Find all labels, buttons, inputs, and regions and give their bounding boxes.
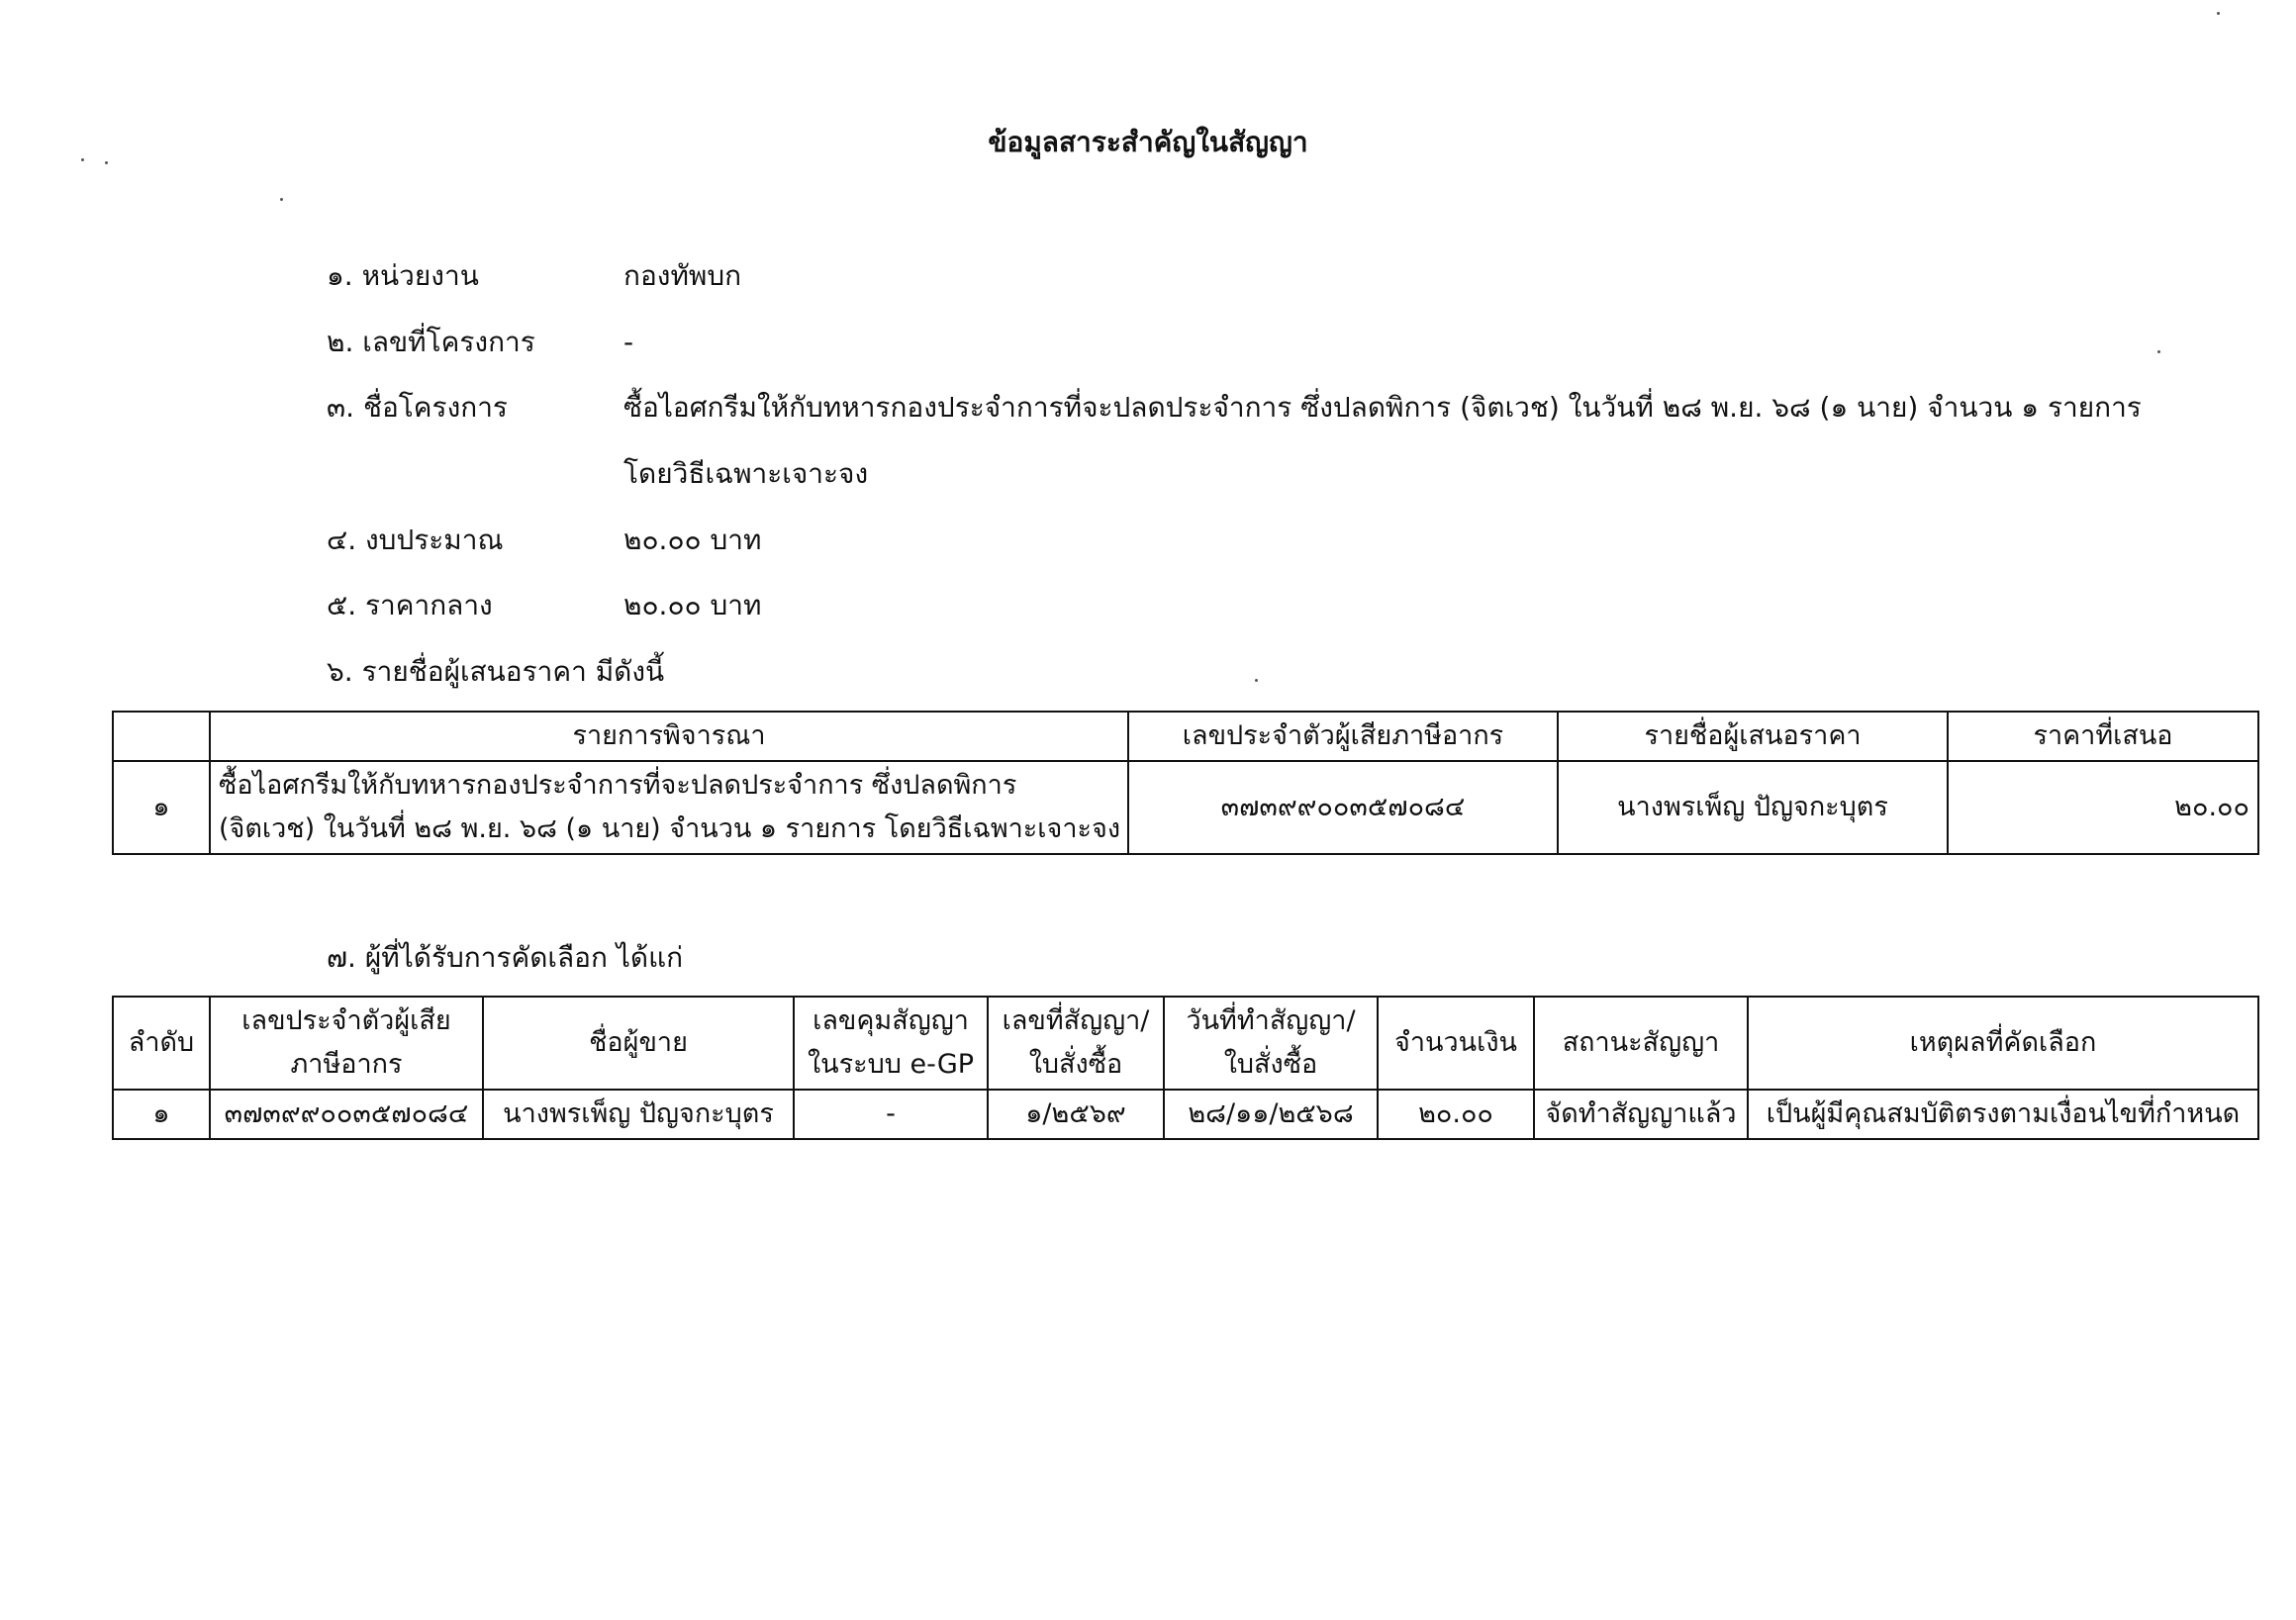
winner-header-status: สถานะสัญญา [1534, 997, 1748, 1090]
winner-table-header-row [113, 997, 2258, 1090]
field-value: - [623, 326, 634, 358]
winner-header-egp-line1: เลขคุมสัญญา [813, 1005, 969, 1036]
winner-header-tax-id-line2: ภาษีอากร [290, 1049, 403, 1080]
table-row [113, 761, 2258, 854]
winner-header-amount: จำนวนเงิน [1378, 997, 1534, 1090]
winner-header-tax-id [210, 997, 483, 1090]
winner-cell-date: ๒๘/๑๑/๒๕๖๘ [1164, 1090, 1378, 1139]
bids-header-tax-id: เลขประจำตัวผู้เสียภาษีอากร [1128, 712, 1558, 761]
field-project-name-line2 [623, 454, 868, 494]
field-value: ซื้อไอศกรีมให้กับทหารกองประจำการที่จะปลดประจำการ ซึ่งปลดพิการ (จิตเวช) ในวันที่ ๒๘ พ.ย. ๖๘ (๑ นาย) จำนวน ๑ รายการ [623, 391, 2142, 424]
winner-header-egp [794, 997, 988, 1090]
winner-cell-seller: นางพรเพ็ญ ปัญจกะบุตร [483, 1090, 794, 1139]
winner-heading: ๗. ผู้ที่ได้รับการคัดเลือก ได้แก่ [327, 941, 684, 974]
winner-header-contract-no [988, 997, 1164, 1090]
bids-header-bidder: รายชื่อผู้เสนอราคา [1558, 712, 1948, 761]
winner-cell-tax-id: ๓๗๓๙๙๐๐๓๕๗๐๘๔ [210, 1090, 483, 1139]
field-label: ๕. ราคากลาง [327, 589, 493, 621]
bids-cell-item [210, 761, 1128, 854]
field-label: ๑. หน่วยงาน [327, 259, 479, 292]
bids-table-header-row [113, 712, 2258, 761]
winner-cell-status: จัดทำสัญญาแล้ว [1534, 1090, 1748, 1139]
bids-cell-tax-id: ๓๗๓๙๙๐๐๓๕๗๐๘๔ [1128, 761, 1558, 854]
bids-table [112, 711, 2259, 855]
field-label: ๒. เลขที่โครงการ [327, 326, 535, 358]
winner-header-egp-line2: ในระบบ e-GP [807, 1049, 975, 1080]
winner-header-date-line2: ใบสั่งซื้อ [1223, 1049, 1318, 1080]
field-value: กองทัพบก [623, 259, 742, 292]
bids-header-price: ราคาที่เสนอ [1948, 712, 2258, 761]
bids-header-no [113, 712, 210, 761]
bids-item-line2: (จิตเวช) ในวันที่ ๒๘ พ.ย. ๖๘ (๑ นาย) จำนวน ๑ รายการ โดยวิธีเฉพาะเจาะจง [219, 813, 1121, 844]
bids-cell-bidder: นางพรเพ็ญ ปัญจกะบุตร [1558, 761, 1948, 854]
document-title: ข้อมูลสาระสำคัญในสัญญา [988, 126, 1308, 158]
scan-speck [280, 198, 283, 201]
winner-cell-egp: - [794, 1090, 988, 1139]
bidders-heading: ๖. รายชื่อผู้เสนอราคา มีดังนี้ [327, 655, 665, 688]
winner-cell-amount: ๒๐.๐๐ [1378, 1090, 1534, 1139]
winner-cell-reason: เป็นผู้มีคุณสมบัติตรงตามเงื่อนไขที่กำหนด [1748, 1090, 2258, 1139]
winner-table [112, 996, 2259, 1140]
scan-speck [2217, 12, 2220, 15]
bids-item-line1: ซื้อไอศกรีมให้กับทหารกองประจำการที่จะปลดประจำการ ซึ่งปลดพิการ [219, 770, 1017, 801]
winner-header-reason: เหตุผลที่คัดเลือก [1748, 997, 2258, 1090]
bids-cell-no: ๑ [113, 761, 210, 854]
field-value: ๒๐.๐๐ บาท [623, 524, 762, 556]
winner-cell-no: ๑ [113, 1090, 210, 1139]
winner-header-seller: ชื่อผู้ขาย [483, 997, 794, 1090]
winner-header-contract-no-line2: ใบสั่งซื้อ [1028, 1049, 1123, 1080]
field-value-continued: โดยวิธีเฉพาะเจาะจง [623, 457, 869, 490]
field-label: ๔. งบประมาณ [327, 524, 504, 556]
winner-header-date [1164, 997, 1378, 1090]
winner-header-contract-no-line1: เลขที่สัญญา/ [1002, 1005, 1150, 1036]
field-value: ๒๐.๐๐ บาท [623, 589, 762, 621]
bids-header-item: รายการพิจารณา [210, 712, 1128, 761]
scan-speck [1255, 679, 1258, 682]
winner-header-date-line1: วันที่ทำสัญญา/ [1186, 1005, 1356, 1036]
bids-cell-price: ๒๐.๐๐ [1948, 761, 2258, 854]
field-label: ๓. ชื่อโครงการ [327, 391, 508, 424]
table-row [113, 1090, 2258, 1139]
winner-header-no: ลำดับ [113, 997, 210, 1090]
scan-speck [2157, 350, 2160, 353]
winner-cell-contract-no: ๑/๒๕๖๙ [988, 1090, 1164, 1139]
winner-header-tax-id-line1: เลขประจำตัวผู้เสีย [241, 1005, 451, 1036]
